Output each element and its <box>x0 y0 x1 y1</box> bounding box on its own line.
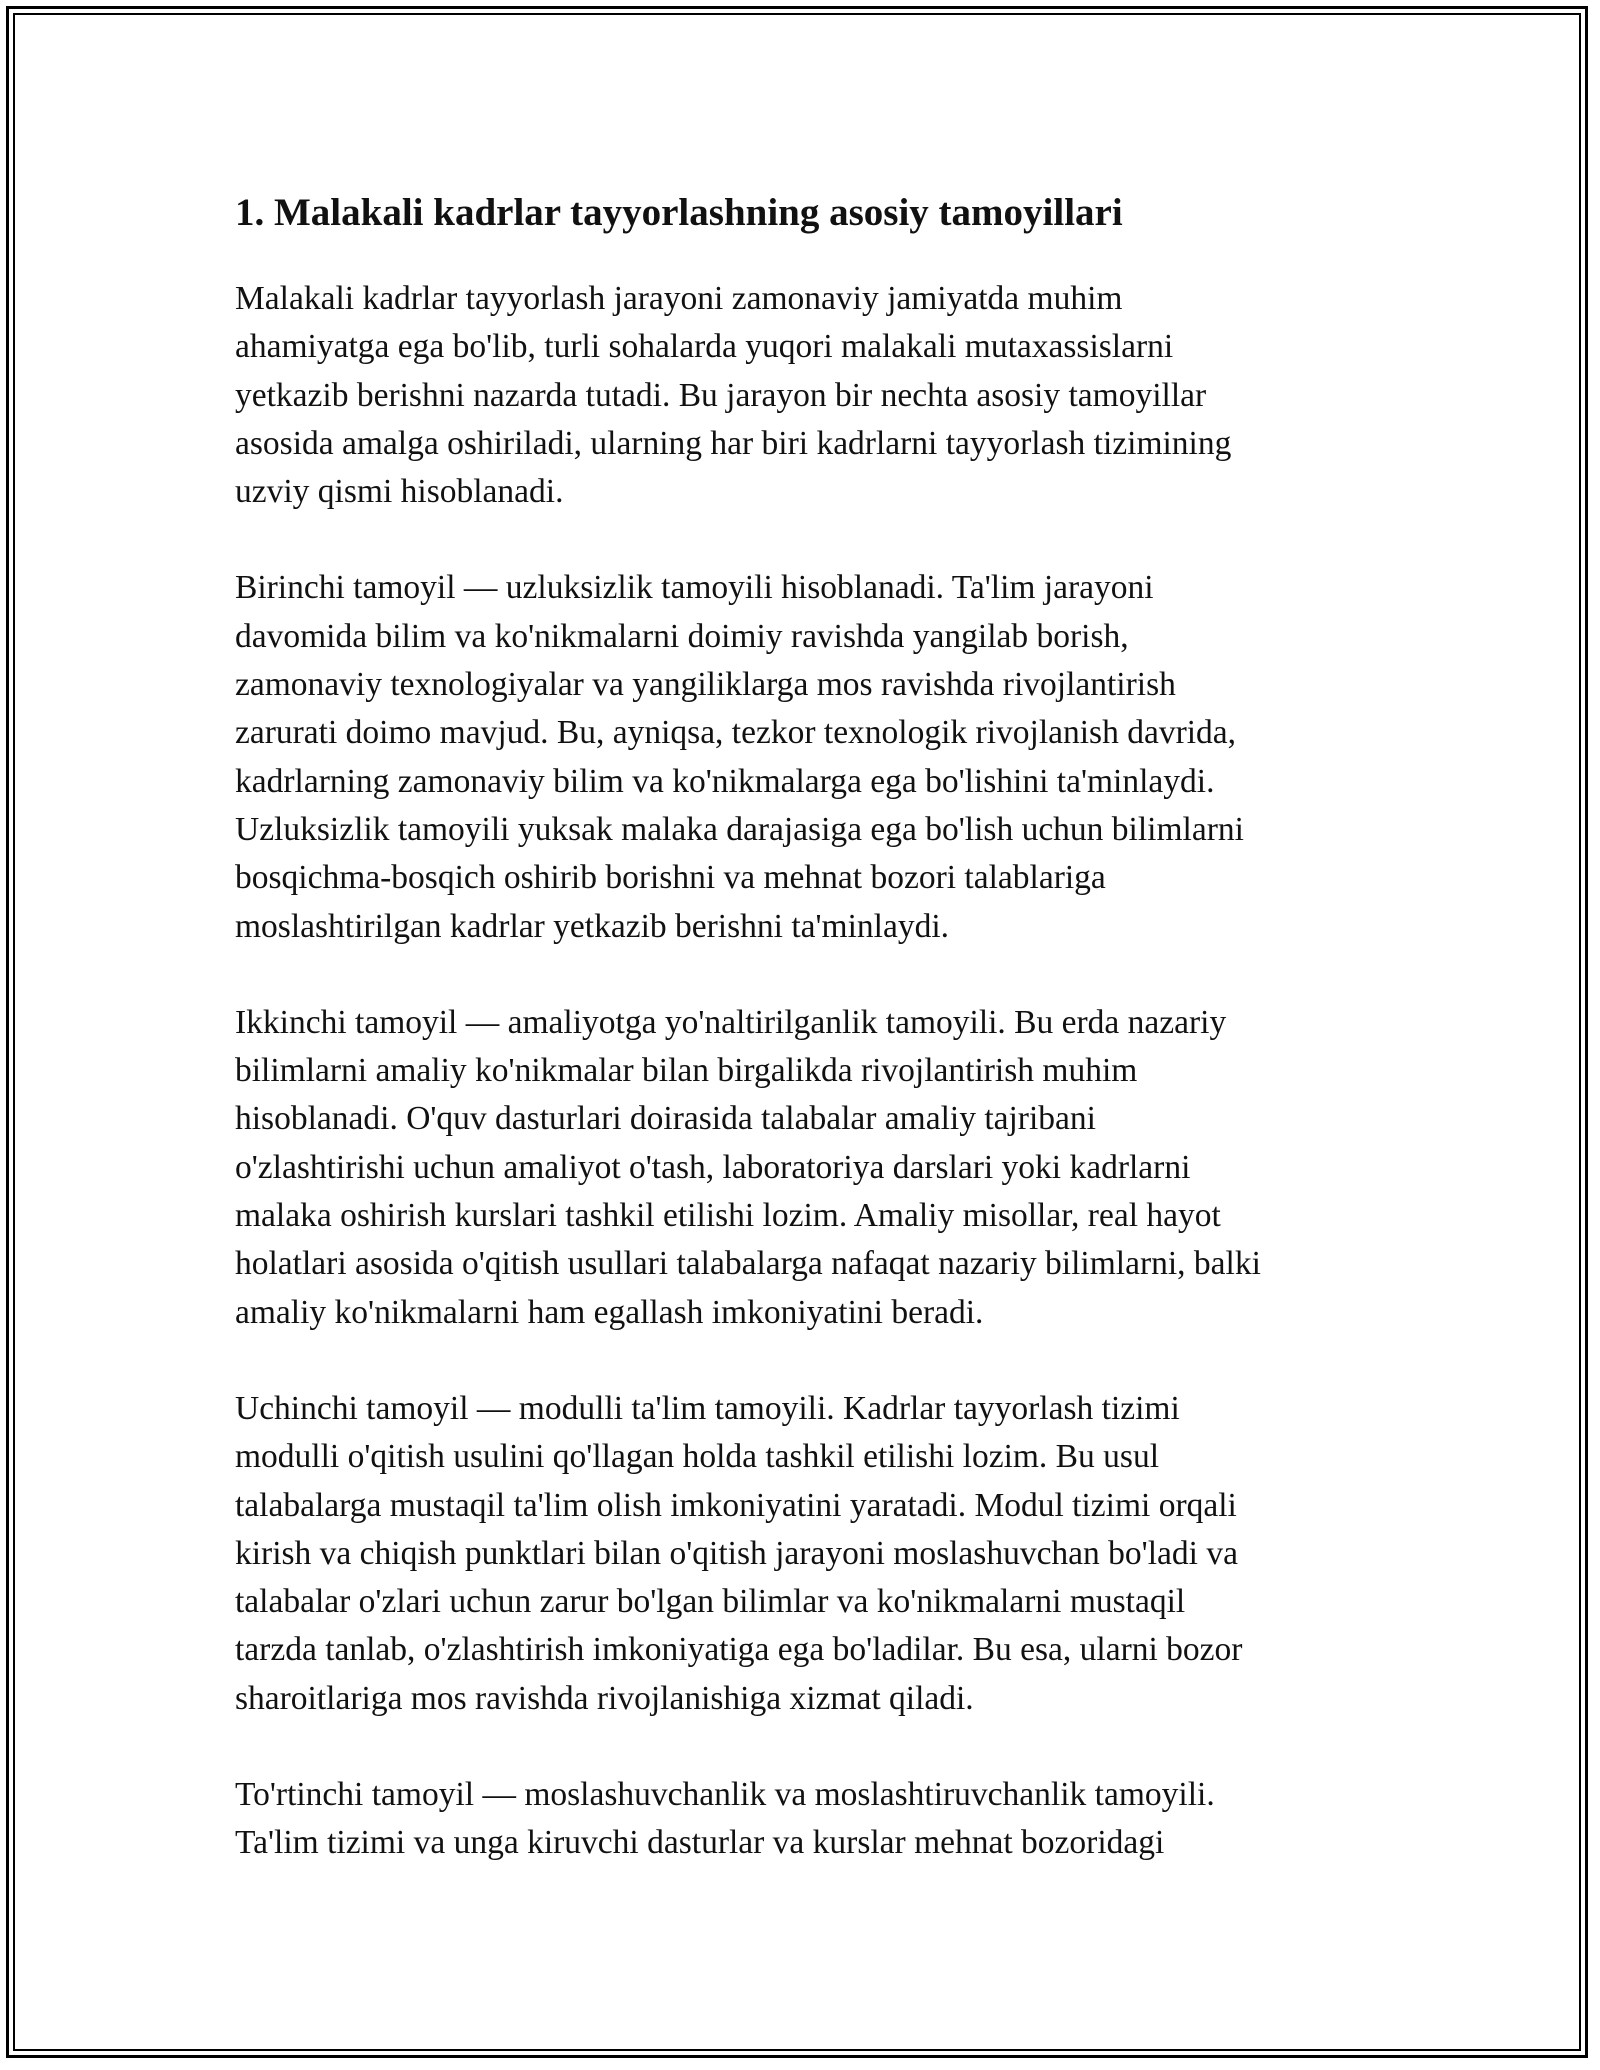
paragraph-second-principle: Ikkinchi tamoyil — amaliyotga yo'naltirilganlik tamoyili. Bu erda nazariy bilimlarni amaliy ko'nikmalar bilan birgalikda rivojlantirish muhim hisoblanadi. O'quv dasturlari doirasida talabalar amaliy tajribani o'zlashtirishi uchun amaliyot o'tash, laboratoriya darslari yoki kadrlarni malaka oshirish kurslari tashkil etilishi lozim. Amaliy misollar, real hayot holatlari asosida o'qitish usullari talabalarga nafaqat nazariy bilimlarni, balki amaliy ko'nikmalarni ham egallash imkoniyatini beradi. <box>235 1003 1261 1331</box>
document-body <box>235 185 1370 1916</box>
paragraph-third-principle: Uchinchi tamoyil — modulli ta'lim tamoyili. Kadrlar tayyorlash tizimi modulli o'qitish usulini qo'llagan holda tashkil etilishi lozim. Bu usul talabalarga mustaqil ta'lim olish imkoniyatini yaratadi. Modul tizimi orqali kirish va chiqish punktlari bilan o'qitish jarayoni moslashuvchan bo'ladi va talabalar o'zlari uchun zarur bo'lgan bilimlar va ko'nikmalarni mustaqil tarzda tanlab, o'zlashtirish imkoniyatiga ega bo'ladilar. Bu esa, ularni bozor sharoitlariga mos ravishda rivojlanishiga xizmat qiladi. <box>235 1389 1243 1717</box>
paragraph-intro: Malakali kadrlar tayyorlash jarayoni zamonaviy jamiyatda muhim ahamiyatga ega bo'lib, turli sohalarda yuqori malakali mutaxassislarni yetkazib berishni nazarda tutadi. Bu jarayon bir nechta asosiy tamoyillar asosida amalga oshiriladi, ularning har biri kadrlarni tayyorlash tizimining uzviy qismi hisoblanadi. <box>235 280 1232 511</box>
paragraph-first-principle: Birinchi tamoyil — uzluksizlik tamoyili hisoblanadi. Ta'lim jarayoni davomida bilim va ko'nikmalarni doimiy ravishda yangilab borish, zamonaviy texnologiyalar va yangiliklarga mos ravishda rivojlantirish zarurati doimo mavjud. Bu, ayniqsa, tezkor texnologik rivojlanish davrida, kadrlarning zamonaviy bilim va ko'nikmalarga ega bo'lishini ta'minlaydi. Uzluksizlik tamoyili yuksak malaka darajasiga ega bo'lish uchun bilimlarni bosqichma-bosqich oshirib borishni va mehnat bozori talablariga moslashtirilgan kadrlar yetkazib berishni ta'minlaydi. <box>235 569 1244 945</box>
section-heading: 1. Malakali kadrlar tayyorlashning asosiy tamoyillari <box>235 191 1123 234</box>
paragraph-fourth-principle: To'rtinchi tamoyil — moslashuvchanlik va moslashtiruvchanlik tamoyili. Ta'lim tizimi va unga kiruvchi dasturlar va kurslar mehnat bozoridagi <box>235 1776 1215 1862</box>
